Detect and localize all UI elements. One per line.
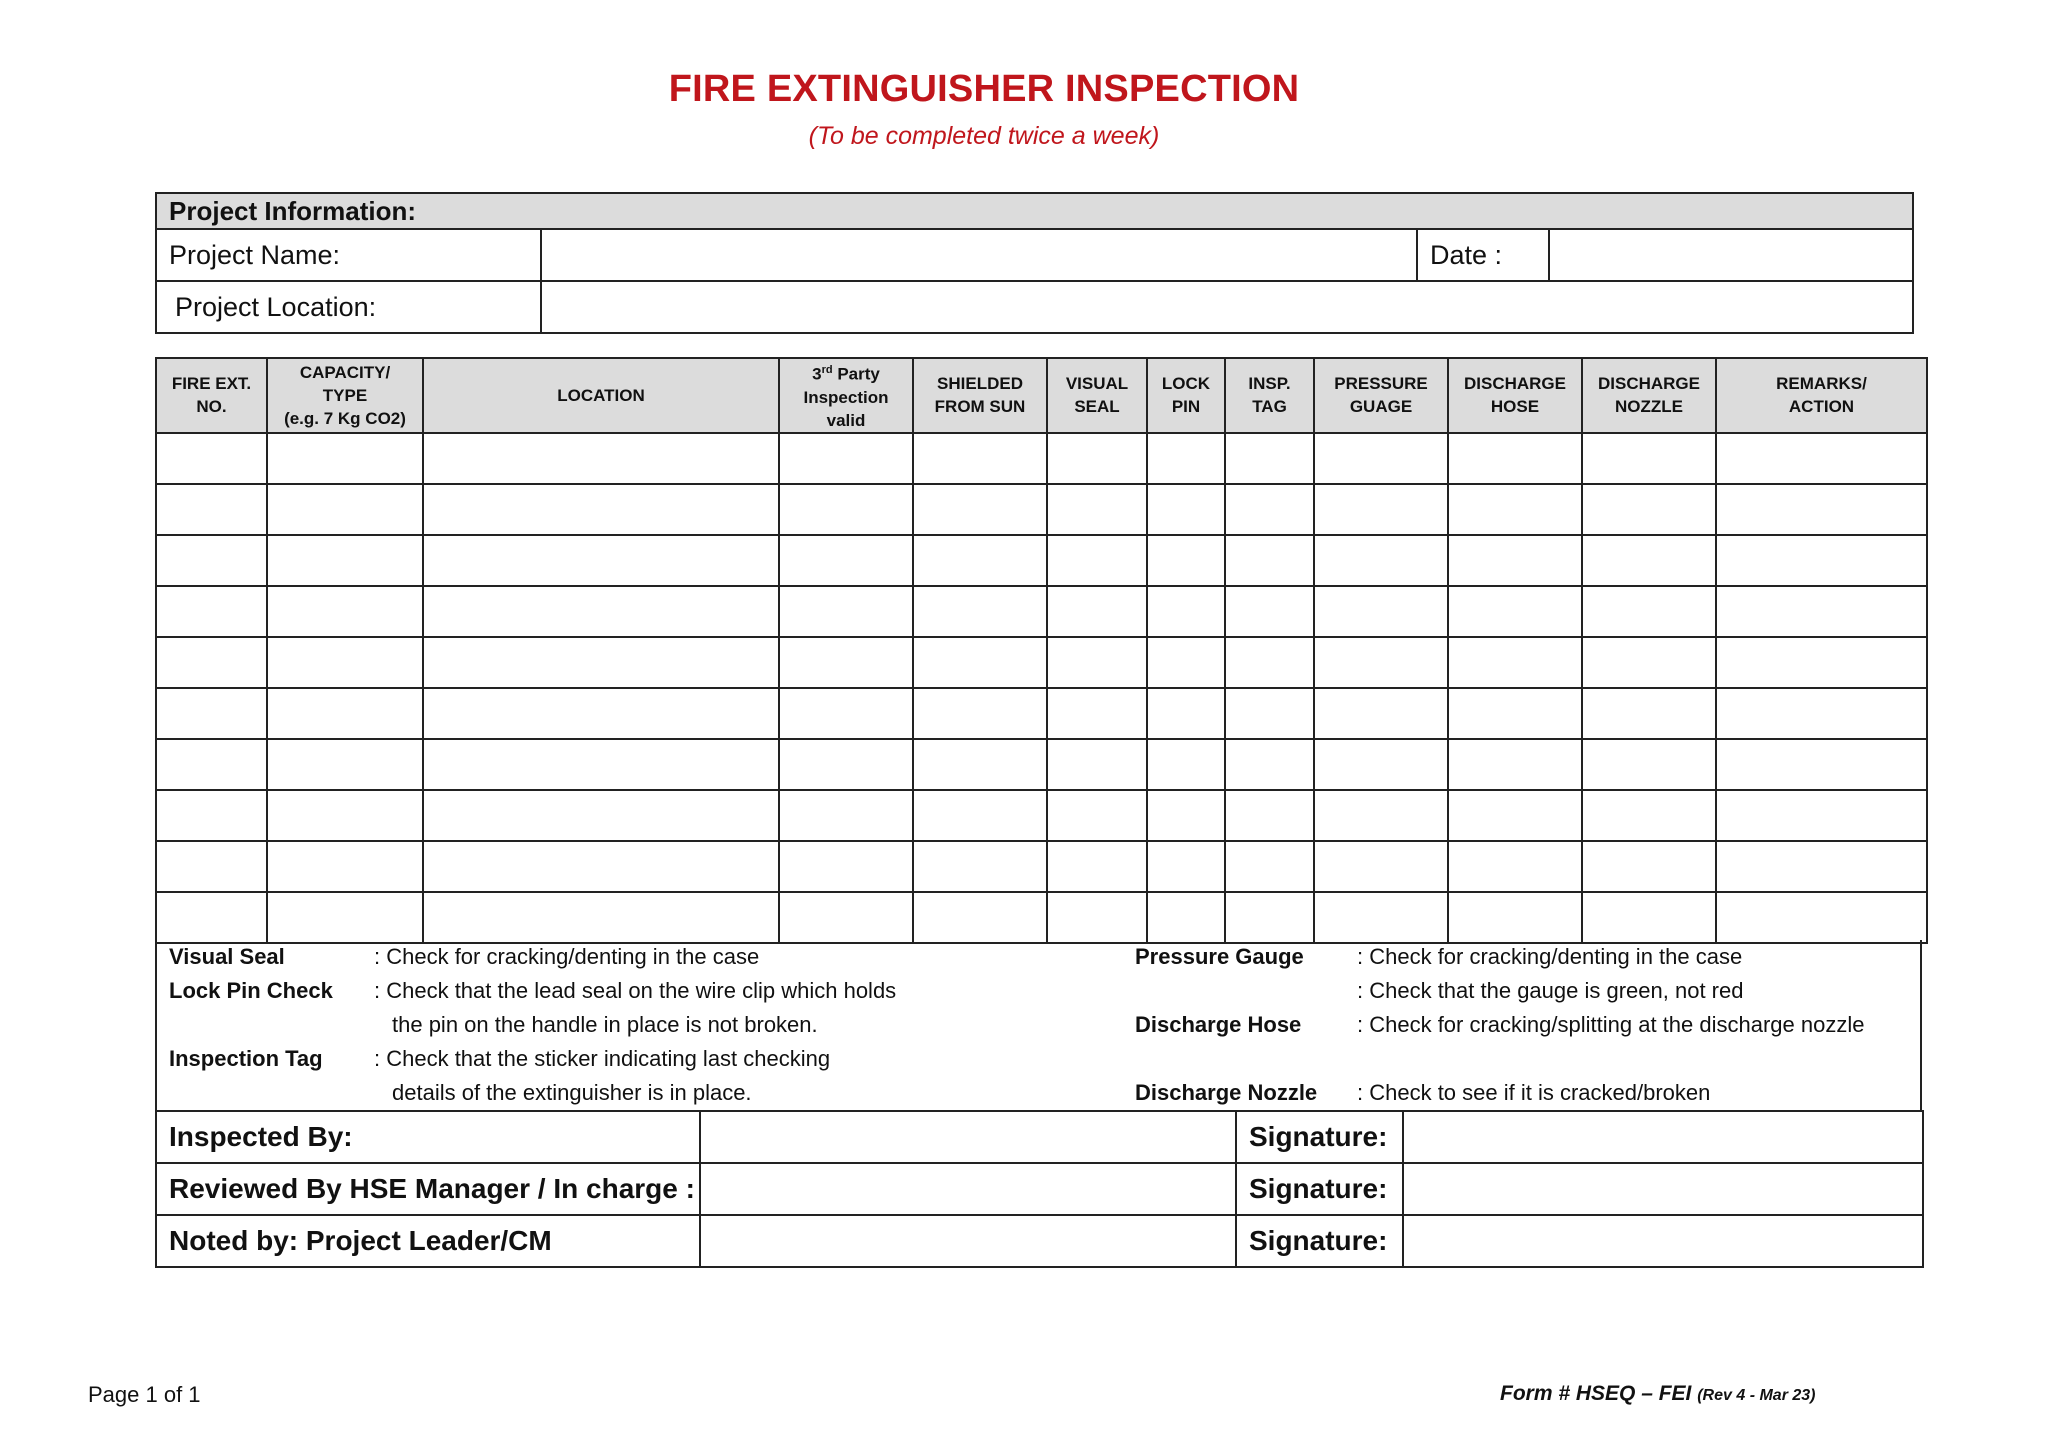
table-row bbox=[156, 586, 1927, 637]
legend-insp-tag-text-1: : Check that the sticker indicating last checking bbox=[374, 1046, 831, 1071]
cell-shielded-from-sun[interactable] bbox=[913, 892, 1047, 943]
cell-visual-seal[interactable] bbox=[1047, 688, 1147, 739]
form-revision: (Rev 4 - Mar 23) bbox=[1697, 1387, 1816, 1404]
cell-lock-pin[interactable] bbox=[1147, 535, 1225, 586]
cell-discharge-nozzle[interactable] bbox=[1582, 892, 1716, 943]
table-row bbox=[156, 637, 1927, 688]
cell-insp-tag[interactable] bbox=[1225, 790, 1314, 841]
cell-location[interactable] bbox=[423, 739, 779, 790]
cell-capacity-type[interactable] bbox=[267, 433, 423, 484]
cell-lock-pin[interactable] bbox=[1147, 586, 1225, 637]
cell-capacity-type[interactable] bbox=[267, 841, 423, 892]
cell-lock-pin[interactable] bbox=[1147, 841, 1225, 892]
legend-pressure-text-2: : Check that the gauge is green, not red bbox=[1357, 978, 1744, 1003]
cell-discharge-nozzle[interactable] bbox=[1582, 790, 1716, 841]
legend-visual-seal-text: : Check for cracking/denting in the case bbox=[374, 944, 760, 969]
cell-third-party-inspection[interactable] bbox=[779, 892, 913, 943]
cell-pressure-gauge[interactable] bbox=[1314, 484, 1448, 535]
form-subtitle: (To be completed twice a week) bbox=[808, 122, 1160, 150]
project-location-label: Project Location: bbox=[156, 281, 541, 333]
cell-lock-pin[interactable] bbox=[1147, 739, 1225, 790]
cell-lock-pin[interactable] bbox=[1147, 637, 1225, 688]
cell-discharge-hose[interactable] bbox=[1448, 637, 1582, 688]
cell-fire-ext-no[interactable] bbox=[156, 688, 267, 739]
table-row bbox=[156, 535, 1927, 586]
col-insp-tag: INSP. TAG bbox=[1225, 358, 1314, 433]
cell-discharge-nozzle[interactable] bbox=[1582, 535, 1716, 586]
cell-fire-ext-no[interactable] bbox=[156, 892, 267, 943]
project-name-label: Project Name: bbox=[156, 229, 541, 281]
col-location: LOCATION bbox=[423, 358, 779, 433]
signature-label: Signature: bbox=[1236, 1111, 1403, 1163]
cell-remarks-action[interactable] bbox=[1716, 892, 1927, 943]
table-row bbox=[156, 892, 1927, 943]
inspected-by-signature-field[interactable] bbox=[1403, 1111, 1923, 1163]
cell-pressure-gauge[interactable] bbox=[1314, 586, 1448, 637]
cell-fire-ext-no[interactable] bbox=[156, 739, 267, 790]
noted-by-field[interactable] bbox=[700, 1215, 1236, 1267]
col-capacity-type: CAPACITY/ TYPE (e.g. 7 Kg CO2) bbox=[267, 358, 423, 433]
cell-discharge-hose[interactable] bbox=[1448, 739, 1582, 790]
cell-discharge-hose[interactable] bbox=[1448, 535, 1582, 586]
cell-third-party-inspection[interactable] bbox=[779, 841, 913, 892]
cell-visual-seal[interactable] bbox=[1047, 586, 1147, 637]
cell-location[interactable] bbox=[423, 892, 779, 943]
cell-third-party-inspection[interactable] bbox=[779, 484, 913, 535]
cell-insp-tag[interactable] bbox=[1225, 535, 1314, 586]
legend-insp-tag-label: Inspection Tag bbox=[169, 1046, 323, 1071]
cell-location[interactable] bbox=[423, 790, 779, 841]
project-info-heading: Project Information: bbox=[156, 193, 1913, 229]
cell-insp-tag[interactable] bbox=[1225, 892, 1314, 943]
cell-pressure-gauge[interactable] bbox=[1314, 790, 1448, 841]
cell-visual-seal[interactable] bbox=[1047, 892, 1147, 943]
cell-discharge-hose[interactable] bbox=[1448, 790, 1582, 841]
cell-pressure-gauge[interactable] bbox=[1314, 688, 1448, 739]
cell-shielded-from-sun[interactable] bbox=[913, 586, 1047, 637]
cell-third-party-inspection[interactable] bbox=[779, 433, 913, 484]
cell-lock-pin[interactable] bbox=[1147, 790, 1225, 841]
cell-third-party-inspection[interactable] bbox=[779, 586, 913, 637]
inspected-by-field[interactable] bbox=[700, 1111, 1236, 1163]
cell-discharge-hose[interactable] bbox=[1448, 433, 1582, 484]
cell-fire-ext-no[interactable] bbox=[156, 586, 267, 637]
cell-discharge-nozzle[interactable] bbox=[1582, 484, 1716, 535]
cell-remarks-action[interactable] bbox=[1716, 535, 1927, 586]
form-number: Form # HSEQ – FEI (Rev 4 - Mar 23) bbox=[1500, 1382, 1816, 1405]
cell-lock-pin[interactable] bbox=[1147, 892, 1225, 943]
cell-discharge-hose[interactable] bbox=[1448, 484, 1582, 535]
cell-insp-tag[interactable] bbox=[1225, 484, 1314, 535]
cell-remarks-action[interactable] bbox=[1716, 688, 1927, 739]
cell-capacity-type[interactable] bbox=[267, 484, 423, 535]
cell-visual-seal[interactable] bbox=[1047, 433, 1147, 484]
cell-capacity-type[interactable] bbox=[267, 688, 423, 739]
cell-fire-ext-no[interactable] bbox=[156, 433, 267, 484]
cell-location[interactable] bbox=[423, 535, 779, 586]
cell-visual-seal[interactable] bbox=[1047, 739, 1147, 790]
cell-location[interactable] bbox=[423, 637, 779, 688]
cell-discharge-hose[interactable] bbox=[1448, 841, 1582, 892]
cell-discharge-nozzle[interactable] bbox=[1582, 586, 1716, 637]
cell-third-party-inspection[interactable] bbox=[779, 637, 913, 688]
cell-third-party-inspection[interactable] bbox=[779, 688, 913, 739]
cell-fire-ext-no[interactable] bbox=[156, 535, 267, 586]
cell-capacity-type[interactable] bbox=[267, 535, 423, 586]
cell-visual-seal[interactable] bbox=[1047, 790, 1147, 841]
cell-shielded-from-sun[interactable] bbox=[913, 484, 1047, 535]
table-row bbox=[156, 484, 1927, 535]
cell-discharge-nozzle[interactable] bbox=[1582, 739, 1716, 790]
legend-hose-text: : Check for cracking/splitting at the discharge nozzle bbox=[1357, 1012, 1865, 1037]
cell-fire-ext-no[interactable] bbox=[156, 484, 267, 535]
legend-lock-pin-label: Lock Pin Check bbox=[169, 978, 333, 1003]
cell-remarks-action[interactable] bbox=[1716, 637, 1927, 688]
cell-insp-tag[interactable] bbox=[1225, 841, 1314, 892]
col-shielded-from-sun: SHIELDED FROM SUN bbox=[913, 358, 1047, 433]
cell-lock-pin[interactable] bbox=[1147, 433, 1225, 484]
cell-location[interactable] bbox=[423, 841, 779, 892]
col-visual-seal: VISUAL SEAL bbox=[1047, 358, 1147, 433]
col-lock-pin: LOCK PIN bbox=[1147, 358, 1225, 433]
cell-shielded-from-sun[interactable] bbox=[913, 841, 1047, 892]
cell-pressure-gauge[interactable] bbox=[1314, 892, 1448, 943]
cell-fire-ext-no[interactable] bbox=[156, 790, 267, 841]
cell-shielded-from-sun[interactable] bbox=[913, 637, 1047, 688]
cell-pressure-gauge[interactable] bbox=[1314, 637, 1448, 688]
cell-shielded-from-sun[interactable] bbox=[913, 535, 1047, 586]
table-row bbox=[156, 688, 1927, 739]
noted-by-label: Noted by: Project Leader/CM bbox=[156, 1215, 700, 1267]
cell-location[interactable] bbox=[423, 688, 779, 739]
cell-shielded-from-sun[interactable] bbox=[913, 688, 1047, 739]
table-row bbox=[156, 739, 1927, 790]
form-title: FIRE EXTINGUISHER INSPECTION bbox=[668, 68, 1300, 110]
reviewed-by-signature-field[interactable] bbox=[1403, 1163, 1923, 1215]
cell-remarks-action[interactable] bbox=[1716, 841, 1927, 892]
cell-discharge-hose[interactable] bbox=[1448, 892, 1582, 943]
cell-pressure-gauge[interactable] bbox=[1314, 535, 1448, 586]
cell-capacity-type[interactable] bbox=[267, 586, 423, 637]
cell-insp-tag[interactable] bbox=[1225, 688, 1314, 739]
legend-lock-pin-text-2: the pin on the handle in place is not broken. bbox=[392, 1012, 818, 1037]
cell-visual-seal[interactable] bbox=[1047, 637, 1147, 688]
date-label: Date : bbox=[1417, 229, 1549, 281]
cell-third-party-inspection[interactable] bbox=[779, 790, 913, 841]
inspection-rows bbox=[156, 433, 1927, 943]
cell-location[interactable] bbox=[423, 484, 779, 535]
cell-pressure-gauge[interactable] bbox=[1314, 739, 1448, 790]
cell-insp-tag[interactable] bbox=[1225, 739, 1314, 790]
legend-pressure-text-1: : Check for cracking/denting in the case bbox=[1357, 944, 1743, 969]
signature-label: Signature: bbox=[1236, 1163, 1403, 1215]
cell-visual-seal[interactable] bbox=[1047, 484, 1147, 535]
cell-third-party-inspection[interactable] bbox=[779, 535, 913, 586]
noted-by-signature-field[interactable] bbox=[1403, 1215, 1923, 1267]
cell-shielded-from-sun[interactable] bbox=[913, 790, 1047, 841]
cell-capacity-type[interactable] bbox=[267, 637, 423, 688]
col-remarks-action: REMARKS/ ACTION bbox=[1716, 358, 1927, 433]
legend-box bbox=[155, 940, 1922, 1112]
page-number: Page 1 of 1 bbox=[88, 1382, 201, 1407]
cell-discharge-hose[interactable] bbox=[1448, 586, 1582, 637]
col-discharge-hose: DISCHARGE HOSE bbox=[1448, 358, 1582, 433]
cell-pressure-gauge[interactable] bbox=[1314, 841, 1448, 892]
cell-third-party-inspection[interactable] bbox=[779, 739, 913, 790]
table-row bbox=[156, 433, 1927, 484]
legend-nozzle-label: Discharge Nozzle bbox=[1135, 1080, 1318, 1105]
col-pressure-gauge: PRESSURE GUAGE bbox=[1314, 358, 1448, 433]
cell-remarks-action[interactable] bbox=[1716, 484, 1927, 535]
cell-insp-tag[interactable] bbox=[1225, 433, 1314, 484]
cell-visual-seal[interactable] bbox=[1047, 841, 1147, 892]
cell-capacity-type[interactable] bbox=[267, 790, 423, 841]
legend-insp-tag-text-2: details of the extinguisher is in place. bbox=[392, 1080, 752, 1105]
legend-hose-label: Discharge Hose bbox=[1135, 1012, 1302, 1037]
cell-visual-seal[interactable] bbox=[1047, 535, 1147, 586]
cell-insp-tag[interactable] bbox=[1225, 637, 1314, 688]
col-third-party-inspection: 3rd Party Inspection valid bbox=[779, 358, 913, 433]
cell-lock-pin[interactable] bbox=[1147, 484, 1225, 535]
cell-lock-pin[interactable] bbox=[1147, 688, 1225, 739]
signature-label: Signature: bbox=[1236, 1215, 1403, 1267]
col-fire-ext-no: FIRE EXT. NO. bbox=[156, 358, 267, 433]
legend-visual-seal-label: Visual Seal bbox=[169, 944, 285, 969]
project-location-field[interactable] bbox=[541, 281, 1913, 333]
cell-discharge-nozzle[interactable] bbox=[1582, 433, 1716, 484]
cell-shielded-from-sun[interactable] bbox=[913, 739, 1047, 790]
cell-location[interactable] bbox=[423, 586, 779, 637]
legend-lock-pin-text-1: : Check that the lead seal on the wire clip which holds bbox=[374, 978, 897, 1003]
cell-shielded-from-sun[interactable] bbox=[913, 433, 1047, 484]
signoff-table bbox=[155, 1110, 1924, 1268]
cell-remarks-action[interactable] bbox=[1716, 433, 1927, 484]
cell-remarks-action[interactable] bbox=[1716, 739, 1927, 790]
cell-pressure-gauge[interactable] bbox=[1314, 433, 1448, 484]
reviewed-by-field[interactable] bbox=[700, 1163, 1236, 1215]
cell-capacity-type[interactable] bbox=[267, 739, 423, 790]
cell-capacity-type[interactable] bbox=[267, 892, 423, 943]
date-field[interactable] bbox=[1549, 229, 1913, 281]
reviewed-by-label: Reviewed By HSE Manager / In charge : bbox=[156, 1163, 700, 1215]
cell-remarks-action[interactable] bbox=[1716, 790, 1927, 841]
legend-nozzle-text: : Check to see if it is cracked/broken bbox=[1357, 1080, 1711, 1105]
cell-fire-ext-no[interactable] bbox=[156, 637, 267, 688]
cell-remarks-action[interactable] bbox=[1716, 586, 1927, 637]
cell-discharge-hose[interactable] bbox=[1448, 688, 1582, 739]
legend-pressure-label: Pressure Gauge bbox=[1135, 944, 1304, 969]
cell-fire-ext-no[interactable] bbox=[156, 841, 267, 892]
table-row bbox=[156, 790, 1927, 841]
cell-discharge-nozzle[interactable] bbox=[1582, 688, 1716, 739]
project-info-table bbox=[155, 192, 1914, 334]
inspection-grid bbox=[155, 357, 1928, 944]
cell-discharge-nozzle[interactable] bbox=[1582, 841, 1716, 892]
project-name-field[interactable] bbox=[541, 229, 1417, 281]
inspected-by-label: Inspected By: bbox=[156, 1111, 700, 1163]
table-row bbox=[156, 841, 1927, 892]
cell-discharge-nozzle[interactable] bbox=[1582, 637, 1716, 688]
cell-insp-tag[interactable] bbox=[1225, 586, 1314, 637]
cell-location[interactable] bbox=[423, 433, 779, 484]
col-discharge-nozzle: DISCHARGE NOZZLE bbox=[1582, 358, 1716, 433]
